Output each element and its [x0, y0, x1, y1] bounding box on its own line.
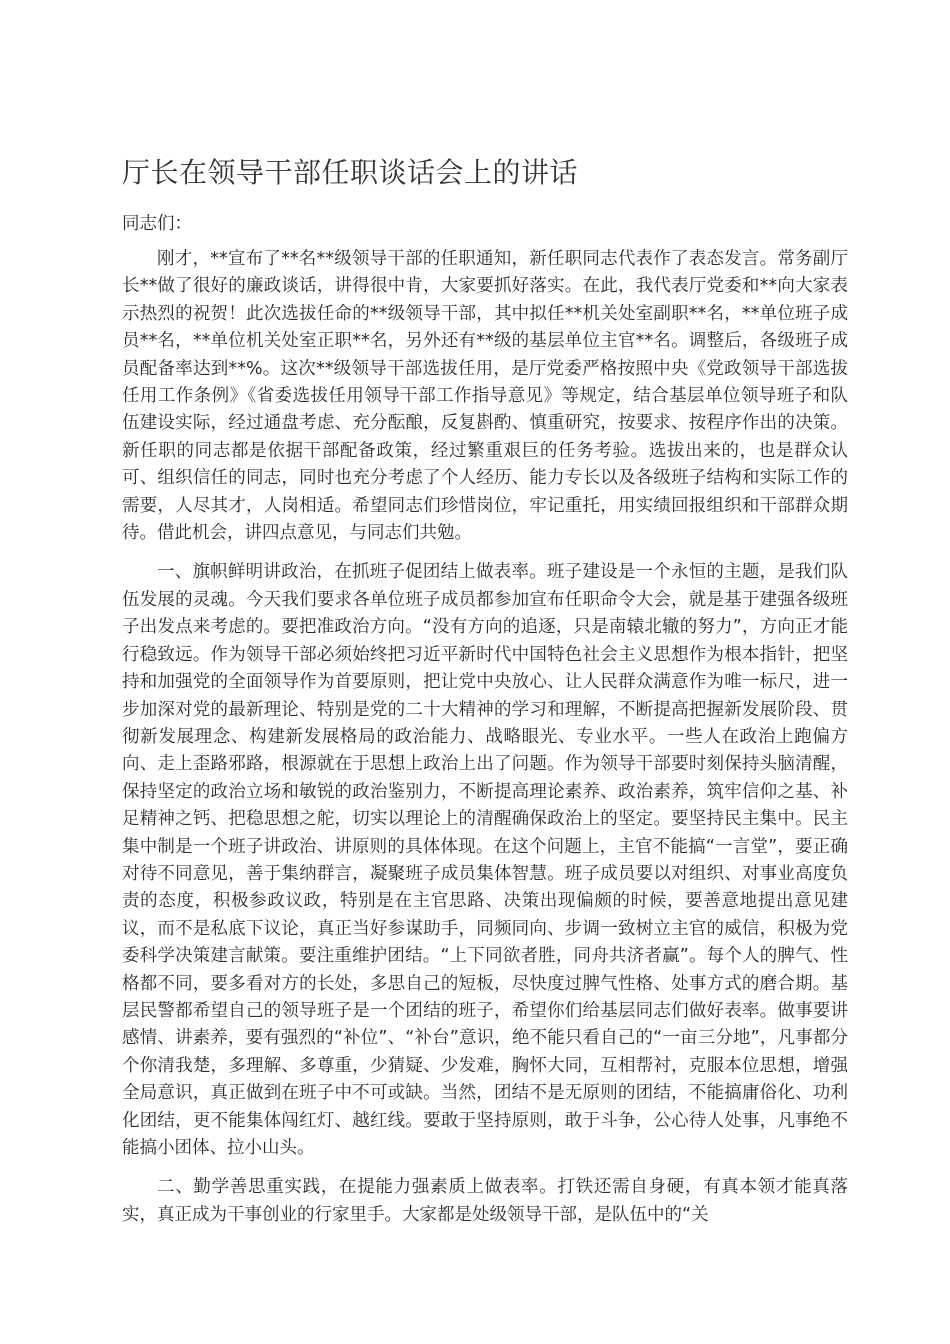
paragraph-point-two: 二、勤学善思重实践，在提能力强素质上做表率。打铁还需自身硬，有真本领才能真落实，真正成为干事创业的行家里手。大家都是处级领导干部，是队伍中的“关 — [122, 1177, 848, 1225]
salutation: 同志们： — [122, 214, 192, 234]
paragraph-intro: 刚才，**宣布了**名**级领导干部的任职通知，新任职同志代表作了表态发言。常务副厅长**做了很好的廉政谈话，讲得很中肯，大家要抓好落实。在此，我代表厅党委和**向大家表示热烈的祝贺！此次选拔任命的**级领导干部，其中拟任**机关处室副职**名，**单位班子成员**名，**单位机关处室正职**名，另外还有**级的基层单位主官**名。调整后，各级班子成员配备率达到**%。这次**级领导干部选拔任用，是厅党委严格按照中央《党政领导干部选拔任用工作条例》《省委选拔任用领导干部工作指导意见》等规定，结合基层单位领导班子和队伍建设实际，经过通盘考虑、充分酝酿，反复斟酌、慎重研究，按要求、按程序作出的决策。新任职的同志都是依据干部配备政策，经过繁重艰巨的任务考验。选拔出来的，也是群众认可、组织信任的同志，同时也充分考虑了个人经历、能力专长以及各级班子结构和实际工作的需要，人尽其才，人岗相适。希望同志们珍惜岗位，牢记重托，用实绩回报组织和干部群众期待。借此机会，讲四点意见，与同志们共勉。 — [122, 249, 848, 544]
document-page — [122, 150, 848, 1241]
paragraph-point-one: 一、旗帜鲜明讲政治，在抓班子促团结上做表率。班子建设是一个永恒的主题，是我们队伍发展的灵魂。今天我们要求各单位班子成员都参加宣布任职命令大会，就是基于建强各级班子出发点来考虑的。要把准政治方向。“没有方向的追逐，只是南辕北辙的努力”，方向正才能行稳致远。作为领导干部必须始终把习近平新时代中国特色社会主义思想作为根本指针，把坚持和加强党的全面领导作为首要原则，把让党中央放心、让人民群众满意作为唯一标尺，进一步加深对党的最新理论、特别是党的二十大精神的学习和理解，不断提高把握新发展阶段、贯彻新发展理念、构建新发展格局的政治能力、战略眼光、专业水平。一些人在政治上跑偏方向、走上歪路邪路，根源就在于思想上政治上出了问题。作为领导干部要时刻保持头脑清醒，保持坚定的政治立场和敏锐的政治鉴别力，不断提高理论素养、政治素养，筑牢信仰之基、补足精神之钙、把稳思想之舵，切实以理论上的清醒确保政治上的坚定。要坚持民主集中。民主集中制是一个班子讲政治、讲原则的具体体现。在这个问题上，主官不能搞“一言堂”，要正确对待不同意见，善于集纳群言，凝聚班子成员集体智慧。班子成员要以对组织、对事业高度负责的态度，积极参政议政，特别是在主官思路、决策出现偏颇的时候，要善意地提出意见建议，而不是私底下议论，真正当好参谋助手，同频同向、步调一致树立主官的威信，积极为党委科学决策建言献策。要注重维护团结。“上下同欲者胜，同舟共济者赢”。每个人的脾气、性格都不同，要多看对方的长处，多思自己的短板，尽快度过脾气性格、处事方式的磨合期。基层民警都希望自己的领导班子是一个团结的班子，希望你们给基层同志们做好表率。做事要讲感情、讲素养，要有强烈的“补位”、“补台”意识，绝不能只看自己的“一亩三分地”，凡事都分个你清我楚，多理解、多尊重，少猜疑、少发难，胸怀大同，互相帮衬，克服本位思想，增强全局意识，真正做到在班子中不可或缺。当然，团结不是无原则的团结，不能搞庸俗化、功利化团结，更不能集体闯红灯、越红线。要敢于坚持原则，敢于斗争，公心待人处事，凡事绝不能搞小团体、拉小山头。 — [122, 562, 848, 1158]
document-title: 厅长在领导干部任职谈话会上的讲话 — [122, 156, 579, 189]
